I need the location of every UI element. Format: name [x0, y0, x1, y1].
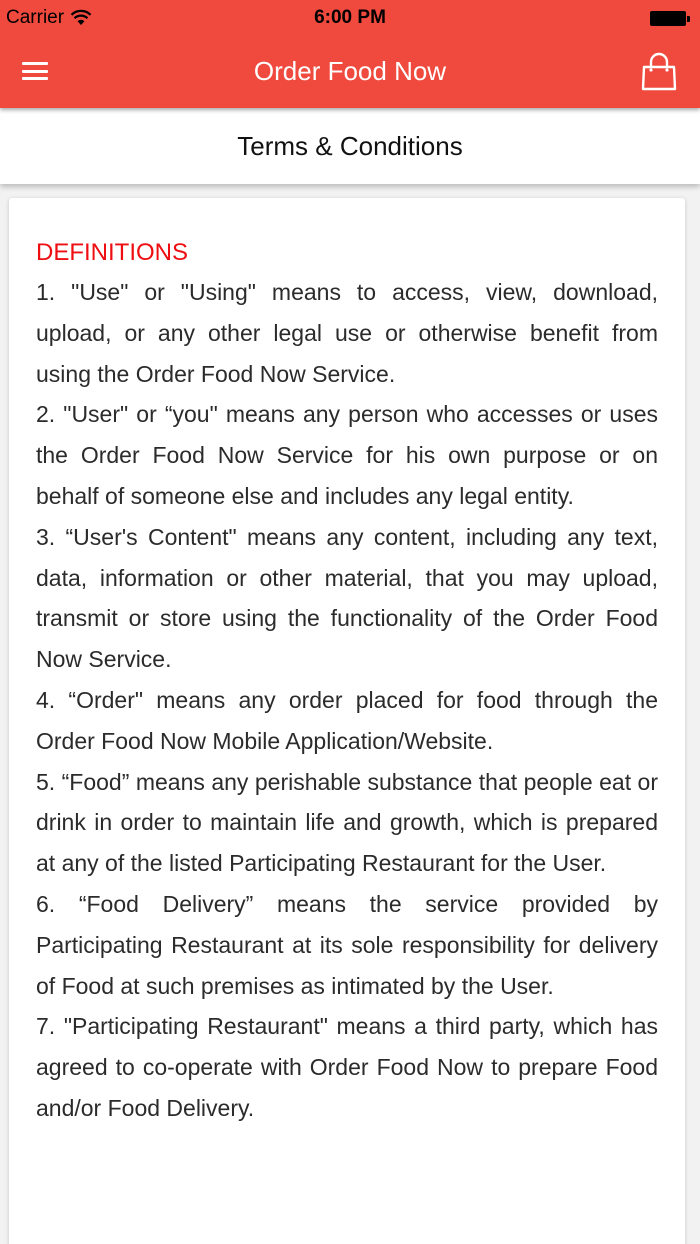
app-header — [0, 0, 700, 108]
definition-item: 7. "Participating Restaurant" means a third party, which has agreed to co-operate with Order Food Now to prepare Food and/or Food Delivery. — [36, 1013, 658, 1121]
battery-full-icon — [650, 11, 690, 26]
definition-item: 6. “Food Delivery” means the service provided by Participating Restaurant at its sole responsibility for delivery of Food at such premises as intimated by the User. — [36, 890, 658, 999]
definition-item: 4. “Order" means any order placed for food through the Order Food Now Mobile Application/Website. — [36, 686, 658, 754]
terms-content-card — [9, 198, 685, 1244]
carrier-label: Carrier — [6, 7, 65, 28]
shopping-bag-icon[interactable] — [640, 52, 678, 92]
definition-item: 2. "User" or “you" means any person who accesses or uses the Order Food Now Service for his own purpose or on behalf of someone else and includes any legal entity. — [36, 401, 658, 509]
definition-item: 1. "Use" or "Using" means to access, view, download, upload, or any other legal use or otherwise benefit from using the Order Food Now Service. — [36, 279, 658, 387]
app-title: Order Food Now — [253, 56, 447, 86]
nav-bar — [0, 36, 700, 108]
clock: 6:00 PM — [314, 7, 386, 28]
definitions-heading: DEFINITIONS — [36, 239, 189, 266]
definition-item: 3. “User's Content" means any content, including any text, data, information or other material, that you may upload, transmit or store using the functionality of the Order Food Now Service. — [36, 523, 658, 673]
page-title: Terms & Conditions — [237, 130, 463, 161]
status-bar — [0, 0, 700, 36]
page-title-bar — [0, 108, 700, 184]
definition-item: 5. “Food” means any perishable substance that people eat or drink in order to maintain life and growth, which is prepared at any of the listed Participating Restaurant for the User. — [36, 768, 658, 877]
